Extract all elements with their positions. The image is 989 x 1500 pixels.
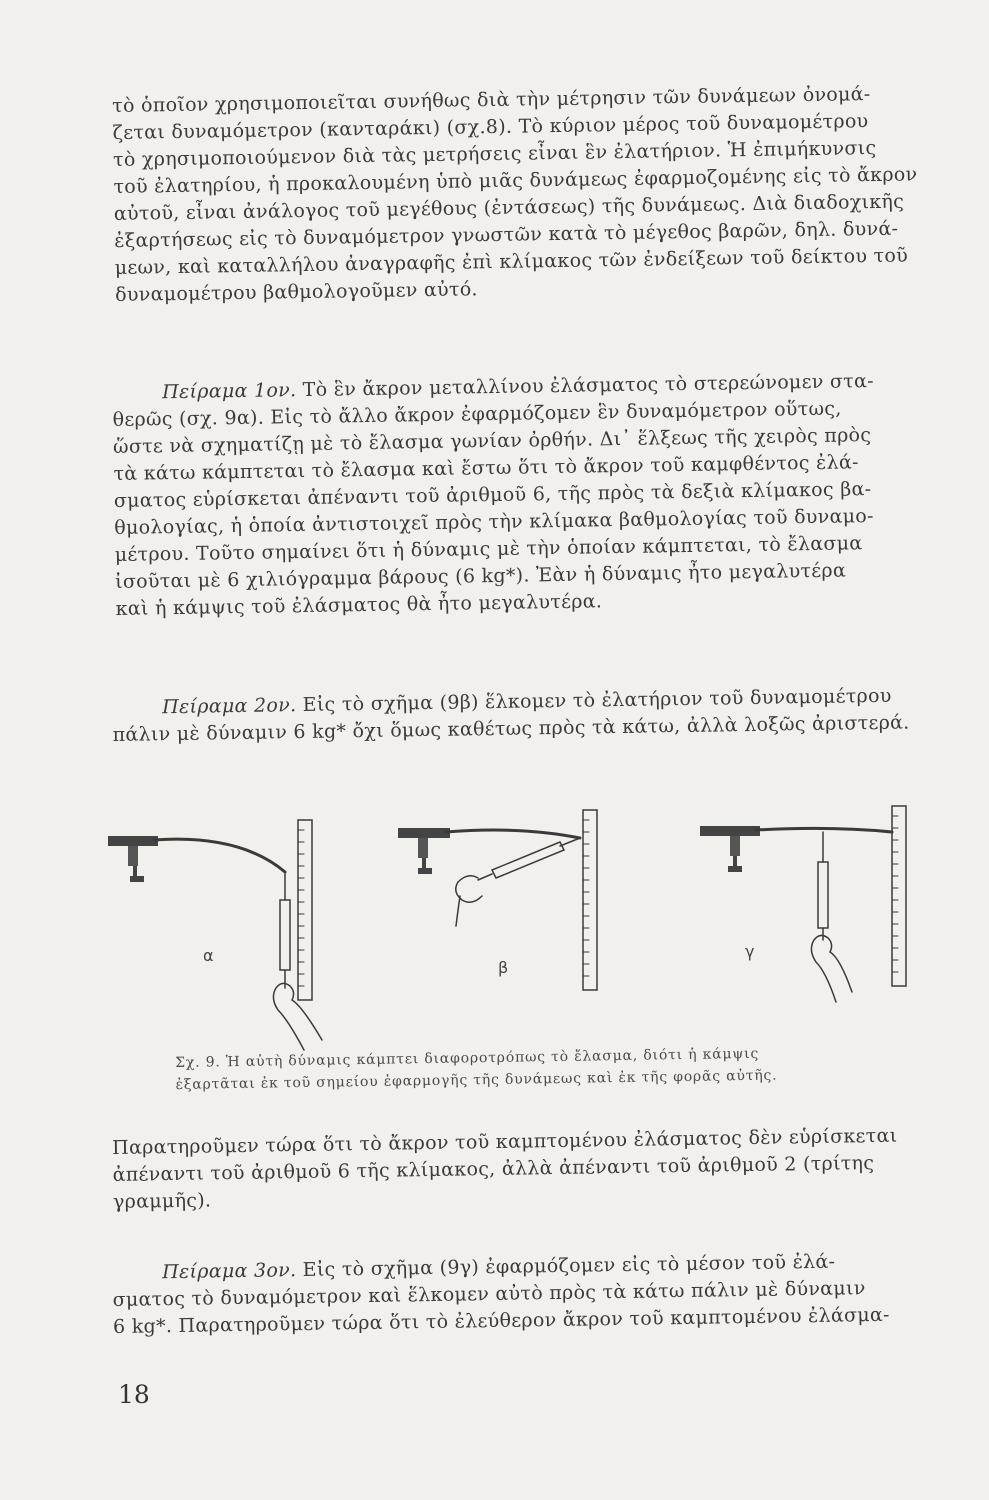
text-line: ὥστε νὰ σχηματίζῃ μὲ τὸ ἔλασμα γωνίαν ὀρθήν. Δι᾽ ἕλξεως τῆς χειρὸς πρὸς <box>112 424 872 458</box>
experiment-title: Πείραμα 1ον. <box>162 379 297 404</box>
text-line: ἀπέναντι τοῦ ἀριθμοῦ 6 τῆς κλίμακος, ἀλλὰ ἀπέναντι τοῦ ἀριθμοῦ 2 (τρίτης <box>112 1152 875 1186</box>
figure-label-beta: β <box>498 958 509 977</box>
text-line: σματος τὸ δυναμόμετρον καὶ ἕλκομεν αὐτὸ πρὸς τὰ κάτω πάλιν μὲ δύναμιν <box>112 1277 866 1311</box>
experiment-title: Πείραμα 3ον. <box>162 1259 297 1284</box>
text-line: δυναμομέτρου βαθμολογοῦμεν αὐτό. <box>115 278 478 306</box>
text-line: αὐτοῦ, εἶναι ἀνάλογος τοῦ μεγέθους (ἐντάσεως) τῆς δυνάμεως. Διὰ διαδοχικῆς <box>113 190 905 225</box>
scale-ruler <box>892 806 906 986</box>
experiment-text: Εἰς τὸ σχῆμα (9γ) ἐφαρμόζομεν εἰς τὸ μέσον τοῦ ἐλά- <box>296 1250 836 1282</box>
experiment-text: Τὸ ἓν ἄκρον μεταλλίνου ἐλάσματος τὸ στερεώνομεν στα- <box>296 370 875 402</box>
scale-ruler <box>298 820 312 1000</box>
hand-icon <box>811 935 852 1002</box>
panel-gamma-drawing <box>700 806 906 1002</box>
dynamometer <box>818 862 828 928</box>
page-number: 18 <box>118 1380 150 1409</box>
text-line: γραμμῆς). <box>112 1189 212 1213</box>
paragraph-experiment-3 <box>112 1247 931 1341</box>
caption-line: ἐξαρτᾶται ἐκ τοῦ σημείου ἐφαρμογῆς τῆς δυνάμεως καὶ ἐκ τῆς φορᾶς αὐτῆς. <box>175 1067 778 1093</box>
experiment-text: Εἰς τὸ σχῆμα (9β) ἕλκομεν τὸ ἐλατήριον τοῦ δυναμομέτρου <box>296 684 892 717</box>
text-line: Παρατηροῦμεν τώρα ὅτι τὸ ἄκρον τοῦ καμπτομένου ἐλάσματος δὲν εὑρίσκεται <box>112 1124 898 1159</box>
paragraph-experiment-1 <box>112 367 934 623</box>
text-line: ἰσοῦται μὲ 6 χιλιόγραμμα βάρους (6 kg*). Ἐὰν ἡ δύναμις ἦτο μεγαλυτέρα <box>115 559 847 593</box>
clamp-bar-icon <box>700 826 760 836</box>
caption-line: Σχ. 9. Ἡ αὐτὴ δύναμις κάμπτει διαφοροτρόπως τὸ ἔλασμα, διότι ἡ κάμψις <box>175 1045 760 1071</box>
text-line: θμολογίας, ἡ ὁποία ἀντιστοιχεῖ πρὸς τὴν κλίμακα βαθμολογίας τοῦ δυναμο- <box>114 505 874 539</box>
paragraph-observation <box>112 1122 931 1216</box>
clamp-bar-icon <box>398 828 450 838</box>
paragraph-experiment-2 <box>112 682 931 749</box>
figure-label-gamma: γ <box>745 942 755 961</box>
text-line: ἐξαρτήσεως εἰς τὸ δυναμόμετρον γνωστῶν κατὰ τὸ μέγεθος βαρῶν, δηλ. δυνά- <box>114 217 899 252</box>
scale-ruler <box>583 810 597 990</box>
bent-metal-strip <box>756 828 892 832</box>
text-line: ζεται δυναμόμετρον (κανταράκι) (σχ.8). Τὸ κύριον μέρος τοῦ δυναμομέτρου <box>112 110 869 144</box>
bent-metal-strip <box>154 839 285 872</box>
experiment-title: Πείραμα 2ον. <box>162 694 297 719</box>
text-line: μέτρου. Τοῦτο σημαίνει ὅτι ἡ δύναμις μὲ τὴν ὁποίαν κάμπτεται, τὸ ἔλασμα <box>114 532 863 566</box>
panel-alpha-drawing <box>108 820 322 1050</box>
dynamometer <box>280 900 290 970</box>
text-line: τὰ κάτω κάμπτεται τὸ ἔλασμα καὶ ἔστω ὅτι τὸ ἄκρον τοῦ καμφθέντος ἐλά- <box>113 451 859 485</box>
text-line: θερῶς (σχ. 9α). Εἰς τὸ ἄλλο ἄκρον ἐφαρμόζομεν ἓν δυναμόμετρον οὕτως, <box>112 397 842 431</box>
clamp-bar-icon <box>108 836 158 846</box>
text-line: μεων, καὶ καταλλήλου ἀναγραφῆς ἐπὶ κλίμακος τῶν ἐνδείξεων τοῦ δείκτου τοῦ <box>114 244 909 279</box>
text-line: σματος εὑρίσκεται ἀπέναντι τοῦ ἀριθμοῦ 6, τῆς πρὸς τὰ δεξιὰ κλίμακος βα- <box>113 478 872 512</box>
bent-metal-strip <box>446 830 580 838</box>
text-line: τοῦ ἐλατηρίου, ἡ προκαλουμένη ὑπὸ μιᾶς δυνάμεως ἐφαρμοζομένης εἰς τὸ ἄκρον <box>113 163 918 198</box>
dynamometer <box>492 842 564 878</box>
text-line: πάλιν μὲ δύναμιν 6 kg* ὄχι ὅμως καθέτως πρὸς τὰ κάτω, ἀλλὰ λοξῶς ἀριστερά. <box>112 711 910 746</box>
paragraph-dynamometer-intro <box>112 80 933 309</box>
text-line: καὶ ἡ κάμψις τοῦ ἐλάσματος θὰ ἦτο μεγαλυτέρα. <box>115 590 603 620</box>
text-line: 6 kg*. Παρατηροῦμεν τώρα ὅτι τὸ ἐλεύθερον ἄκρον τοῦ καμπτομένου ἐλάσμα- <box>112 1303 890 1338</box>
figure-label-alpha: α <box>203 946 214 965</box>
text-line: τὸ χρησιμοποιούμενον διὰ τὰς μετρήσεις εἶναι ἓν ἐλατήριον. Ἡ ἐπιμήκυνσις <box>112 137 877 171</box>
hand-icon <box>456 876 482 926</box>
text-line: τὸ ὁποῖον χρησιμοποιεῖται συνήθως διὰ τὴν μέτρησιν τῶν δυνάμεων ὀνομά- <box>112 83 871 117</box>
